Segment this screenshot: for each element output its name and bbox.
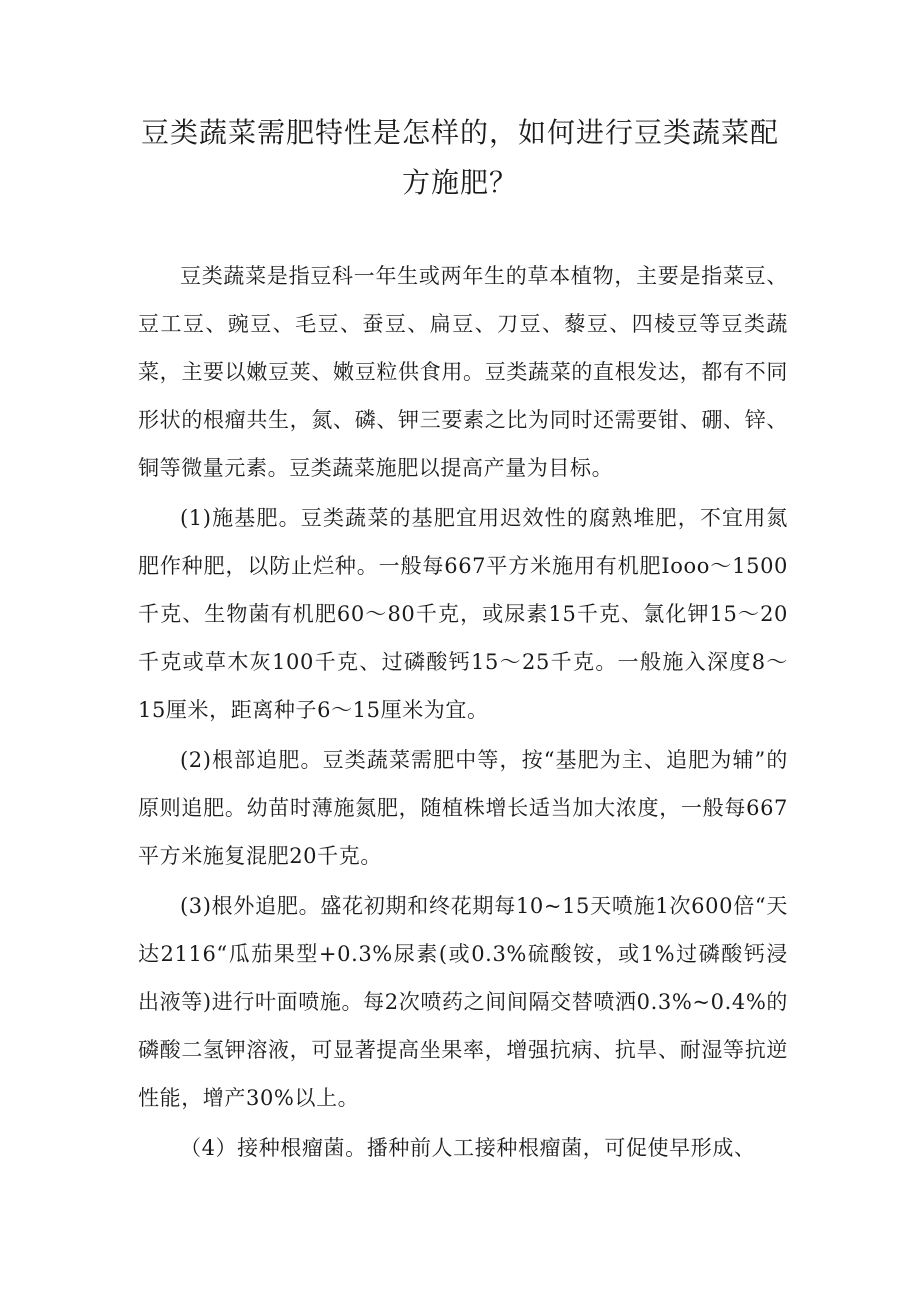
paragraph-intro: 豆类蔬菜是指豆科一年生或两年生的草本植物，主要是指菜豆、豆工豆、豌豆、毛豆、蚕豆、扁豆、刀豆、藜豆、四棱豆等豆类蔬菜，主要以嫩豆荚、嫩豆粒供食用。豆类蔬菜的直根发达，都有不同形状的根瘤共生，氮、磷、钾三要素之比为同时还需要钳、硼、锌、铜等微量元素。豆类蔬菜施肥以提高产量为目标。 (138, 264, 788, 480)
paragraph-rhizobium: （4）接种根瘤菌。播种前人工接种根瘤菌，可促使早形成、 (180, 1136, 756, 1160)
paragraph-base-fertilizer: (1)施基肥。豆类蔬菜的基肥宜用迟效性的腐熟堆肥，不宜用氮肥作种肥，以防止烂种。一般每667平方米施用有机肥Iooo～1500千克、生物菌有机肥60～80千克，或尿素15千克、氯化钾15～20千克或草木灰100千克、过磷酸钙15～25千克。一般施入深度8～15厘米，距离种子6～15厘米为宜。 (138, 506, 788, 722)
paragraph-foliar-topdressing: (3)根外追肥。盛花初期和终花期每10~15天喷施1次600倍“天达2116“瓜茄果型+0.3%尿素(或0.3%硫酸铵，或1%过磷酸钙浸出液等)进行叶面喷施。每2次喷药之间间隔交替喷洒0.3%~0.4%的磷酸二氢钾溶液，可显著提高坐果率，增强抗病、抗旱、耐湿等抗逆性能，增产30%以上。 (138, 894, 788, 1110)
paragraph-root-topdressing: (2)根部追肥。豆类蔬菜需肥中等，按“基肥为主、追肥为辅”的原则追肥。幼苗时薄施氮肥，随植株增长适当加大浓度，一般每667平方米施复混肥20千克。 (138, 748, 788, 868)
document-body (138, 252, 788, 1174)
document-title: 豆类蔬菜需肥特性是怎样的，如何进行豆类蔬菜配方施肥？ (140, 116, 779, 199)
